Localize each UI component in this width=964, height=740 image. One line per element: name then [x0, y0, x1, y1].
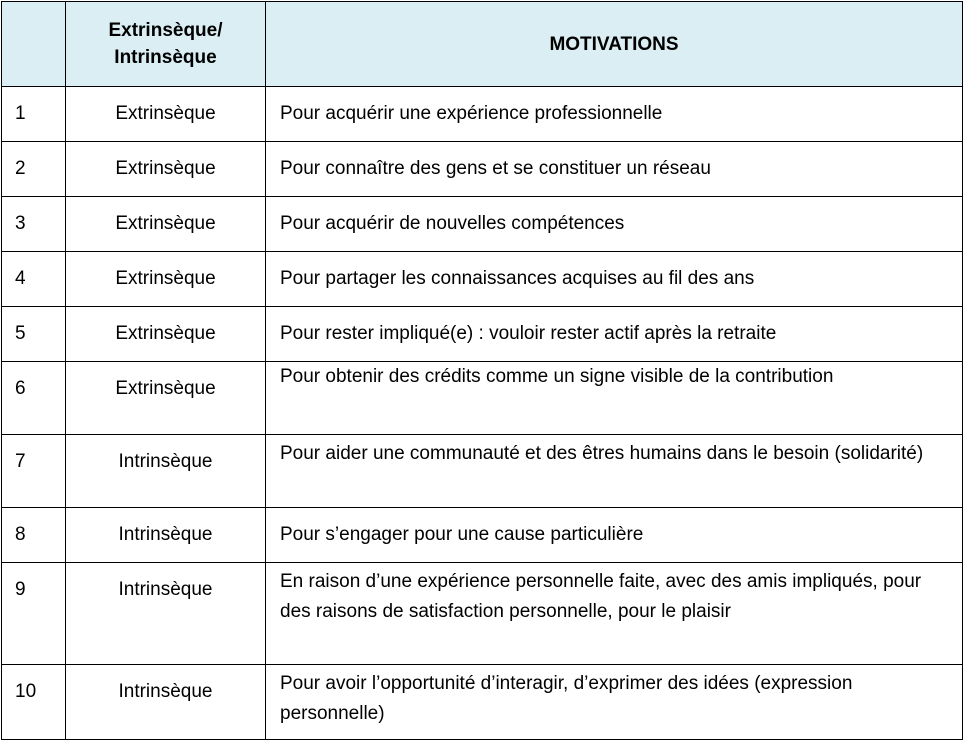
row-number: 4	[2, 252, 66, 307]
row-motivation: Pour rester impliqué(e) : vouloir rester actif après la retraite	[266, 307, 963, 362]
row-type: Intrinsèque	[66, 508, 266, 563]
row-motivation: Pour obtenir des crédits comme un signe visible de la contribution	[266, 362, 963, 435]
header-type-line2: Intrinsèque	[114, 47, 217, 68]
header-type	[66, 2, 266, 87]
row-type: Intrinsèque	[66, 665, 266, 740]
row-number: 10	[2, 665, 66, 740]
row-motivation: Pour connaître des gens et se constituer un réseau	[266, 142, 963, 197]
row-type: Extrinsèque	[66, 197, 266, 252]
table-row	[2, 252, 963, 307]
table-row	[2, 307, 963, 362]
row-number: 6	[2, 362, 66, 435]
row-motivation: Pour s’engager pour une cause particulière	[266, 508, 963, 563]
row-number: 2	[2, 142, 66, 197]
header-number	[2, 2, 66, 87]
table-row	[2, 362, 963, 435]
table-row	[2, 142, 963, 197]
row-type: Extrinsèque	[66, 362, 266, 435]
table-row	[2, 508, 963, 563]
row-motivation: Pour acquérir une expérience professionnelle	[266, 87, 963, 142]
row-motivation: Pour partager les connaissances acquises au fil des ans	[266, 252, 963, 307]
row-type: Extrinsèque	[66, 142, 266, 197]
row-type: Extrinsèque	[66, 252, 266, 307]
table-row	[2, 665, 963, 740]
row-number: 1	[2, 87, 66, 142]
row-number: 7	[2, 435, 66, 508]
row-number: 3	[2, 197, 66, 252]
table-row	[2, 435, 963, 508]
row-motivation: Pour avoir l’opportunité d’interagir, d’exprimer des idées (expression personnelle)	[266, 665, 963, 740]
row-type: Extrinsèque	[66, 307, 266, 362]
table-row	[2, 563, 963, 665]
header-motivations: MOTIVATIONS	[266, 2, 963, 87]
row-motivation: En raison d’une expérience personnelle faite, avec des amis impliqués, pour des raisons de satisfaction personnelle, pour le plaisir	[266, 563, 963, 665]
motivations-table	[1, 1, 963, 740]
row-motivation: Pour acquérir de nouvelles compétences	[266, 197, 963, 252]
row-number: 5	[2, 307, 66, 362]
row-number: 9	[2, 563, 66, 665]
row-type: Intrinsèque	[66, 563, 266, 665]
header-type-line1: Extrinsèque/	[108, 20, 223, 41]
row-type: Extrinsèque	[66, 87, 266, 142]
header-row	[2, 2, 963, 87]
row-motivation: Pour aider une communauté et des êtres humains dans le besoin (solidarité)	[266, 435, 963, 508]
row-number: 8	[2, 508, 66, 563]
row-type: Intrinsèque	[66, 435, 266, 508]
table-row	[2, 87, 963, 142]
table-row	[2, 197, 963, 252]
